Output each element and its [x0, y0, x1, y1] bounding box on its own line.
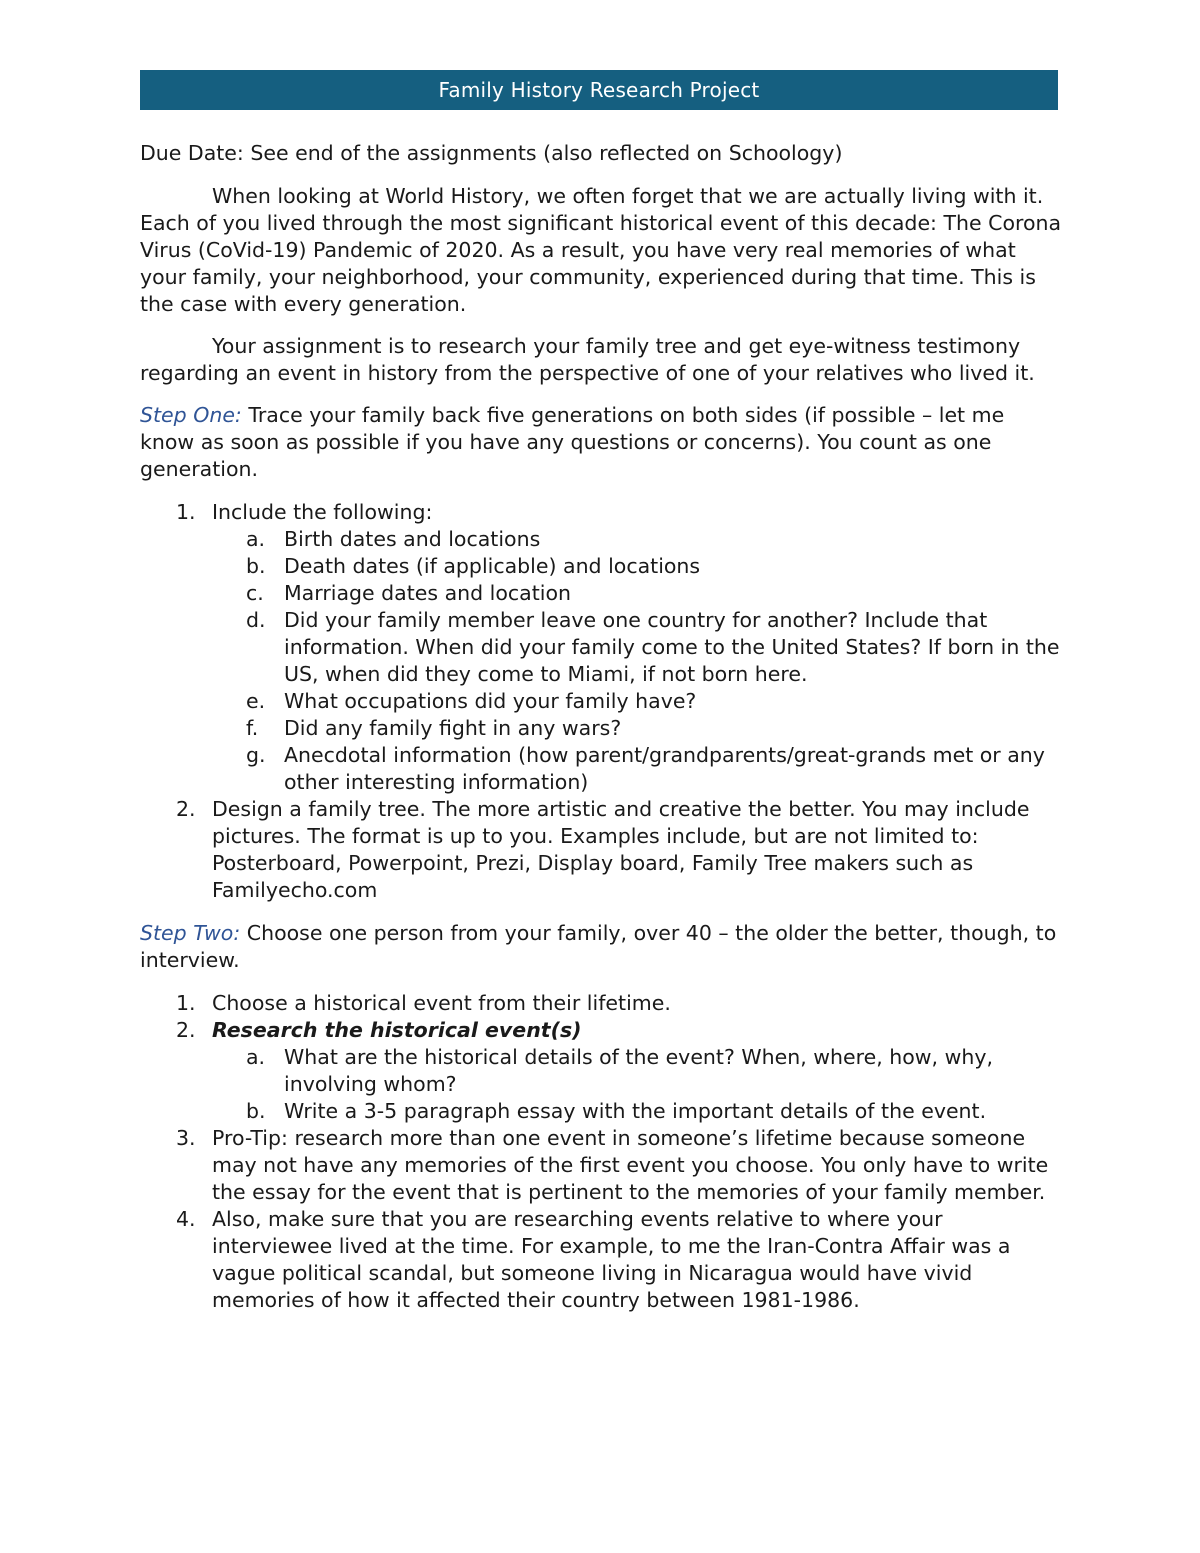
sublist-item	[212, 1098, 1062, 1125]
list-item	[140, 1206, 1062, 1314]
list-item	[140, 1017, 1062, 1125]
list-item	[140, 499, 1062, 796]
step-two-label: Step Two:	[140, 921, 241, 945]
sublist-item-text: What occupations did your family have?	[284, 689, 697, 713]
list-item-text: Also, make sure that you are researching events relative to where your interviewee lived at the time. For example, to me the Iran-Contra Affair was a vague political scandal, but someone living in Nicaragua would have vivid memories of how it affected their country between 1981-1986.	[212, 1207, 1011, 1312]
sublist-letter: g.	[246, 743, 266, 767]
intro-paragraph: When looking at World History, we often forget that we are actually living with it. Each of you lived through the most significant historical event of this decade: The Corona Virus (CoVid-19) Pandemic of 2020. As a result, you have very real memories of what your family, your neighborhood, your community, experienced during that time. This is the case with every generation.	[140, 184, 1062, 316]
document-title: Family History Research Project	[140, 70, 1058, 110]
sublist-item-text: Did any family fight in any wars?	[284, 716, 622, 740]
step-two-list	[140, 990, 1062, 1314]
list-number: 2.	[176, 1018, 196, 1042]
list-number: 3.	[176, 1126, 196, 1150]
step-two-intro	[140, 920, 1062, 974]
step-one-text: Trace your family back five generations on both sides (if possible – let me know as soon as possible if you have any questions or concerns). You count as one generation.	[140, 403, 1005, 481]
assignment-paragraph: Your assignment is to research your family tree and get eye-witness testimony regarding an event in history from the perspective of one of your relatives who lived it.	[140, 334, 1035, 385]
list-item	[140, 990, 1062, 1017]
list-number: 2.	[176, 797, 196, 821]
sublist-item-text: Death dates (if applicable) and locations	[284, 554, 701, 578]
sublist-item	[212, 715, 1062, 742]
sublist-item-text: Anecdotal information (how parent/grandparents/great-grands met or any other interesting information)	[284, 743, 1045, 794]
list-item-text: Pro-Tip: research more than one event in someone’s lifetime because someone may not have any memories of the first event you choose. You only have to write the essay for the event that is pertinent to the memories of your family member.	[212, 1126, 1049, 1204]
sublist-letter: c.	[246, 581, 264, 605]
sublist-item	[212, 526, 1062, 553]
list-number: 1.	[176, 500, 196, 524]
list-number: 1.	[176, 991, 196, 1015]
list-item-text: Research the historical event(s)	[212, 1018, 582, 1042]
sublist-item-text: Did your family member leave one country for another? Include that information. When did your family come to the United States? If born in the US, when did they come to Miami, if not born here.	[284, 608, 1060, 686]
sublist-letter: f.	[246, 716, 259, 740]
sublist-item	[212, 1044, 1062, 1098]
step-one-list	[140, 499, 1062, 904]
sublist-item	[212, 688, 1062, 715]
step-one-intro	[140, 402, 1062, 483]
step-two-sublist	[212, 1044, 1062, 1125]
sublist-item	[212, 580, 1062, 607]
sublist-item	[212, 742, 1062, 796]
sublist-letter: b.	[246, 1099, 266, 1123]
sublist-letter: a.	[246, 1045, 266, 1069]
sublist-letter: e.	[246, 689, 266, 713]
sublist-item-text: Birth dates and locations	[284, 527, 541, 551]
list-item-text: Include the following:	[212, 500, 433, 524]
sublist-item-text: Marriage dates and location	[284, 581, 571, 605]
sublist-item-text: What are the historical details of the event? When, where, how, why, involving whom?	[284, 1045, 993, 1096]
step-two-text: Choose one person from your family, over 40 – the older the better, though, to interview.	[140, 921, 1057, 972]
list-number: 4.	[176, 1207, 196, 1231]
sublist-item-text: Write a 3-5 paragraph essay with the important details of the event.	[284, 1099, 987, 1123]
list-item	[140, 796, 1062, 904]
list-item-text: Design a family tree. The more artistic and creative the better. You may include pictures. The format is up to you. Examples include, but are not limited to: Posterboard, Powerpoint, Prezi, Display board, Family Tree makers such as Familyecho.com	[212, 797, 1030, 902]
document-body	[140, 140, 1062, 1330]
step-one-label: Step One:	[140, 403, 242, 427]
step-one-sublist	[212, 526, 1062, 796]
list-item-text: Choose a historical event from their lifetime.	[212, 991, 671, 1015]
due-date: Due Date: See end of the assignments (also reflected on Schoology)	[140, 141, 843, 165]
sublist-letter: a.	[246, 527, 266, 551]
list-item	[140, 1125, 1062, 1206]
sublist-item	[212, 607, 1062, 688]
sublist-letter: b.	[246, 554, 266, 578]
sublist-item	[212, 553, 1062, 580]
sublist-letter: d.	[246, 608, 266, 632]
